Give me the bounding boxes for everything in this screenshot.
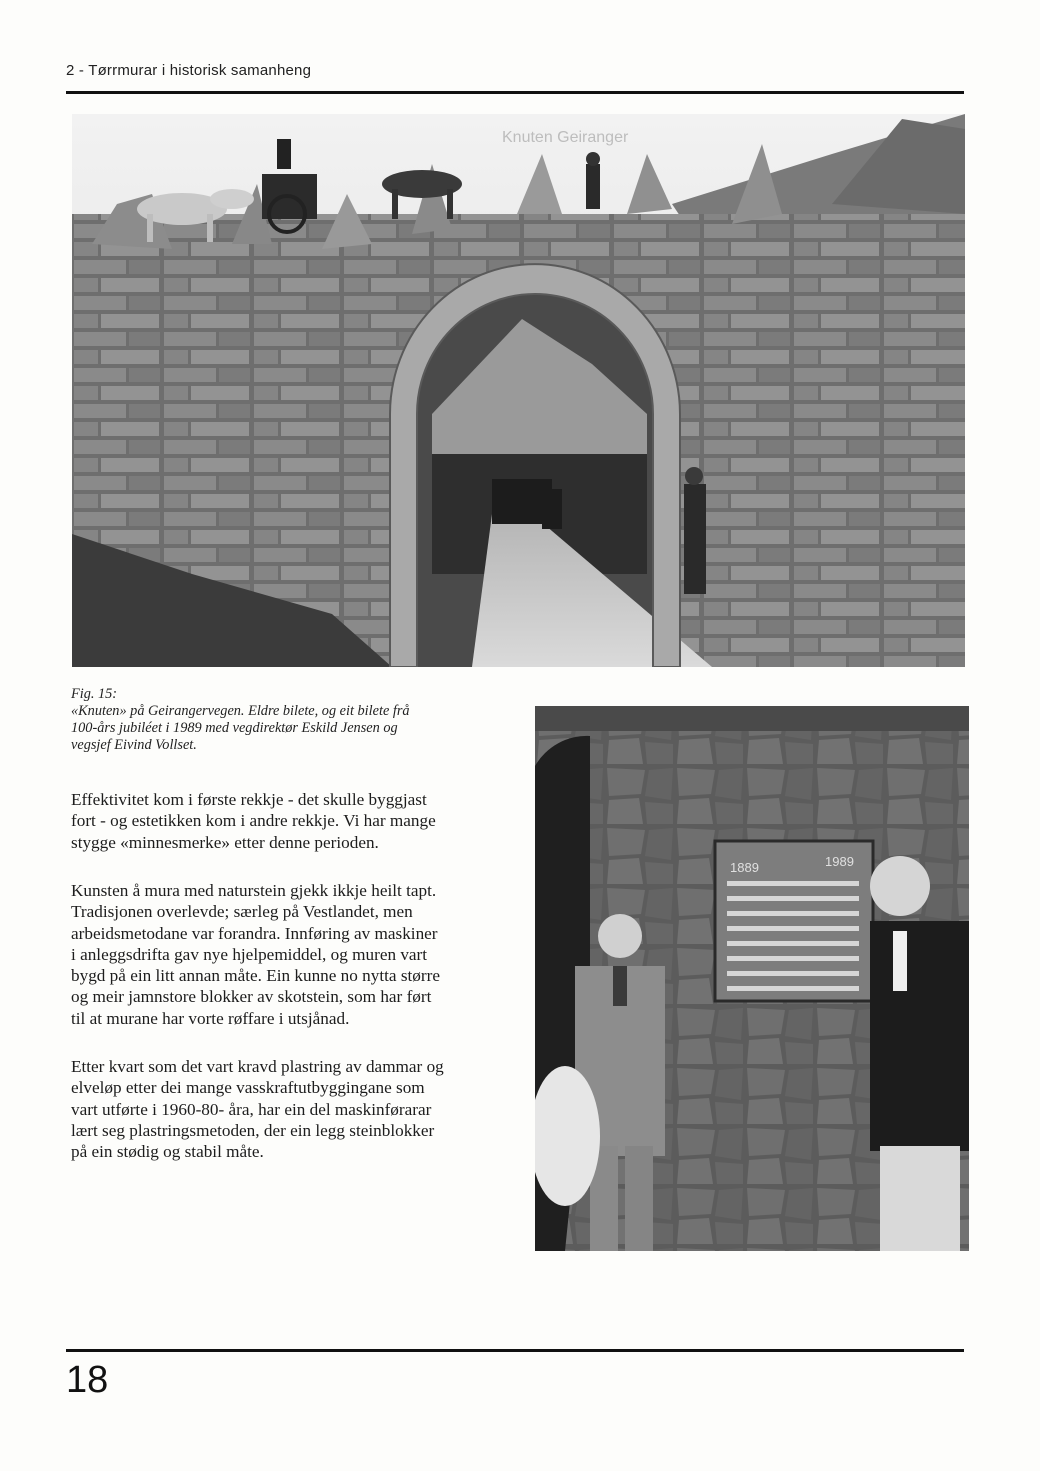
body-paragraph-3: [71, 1056, 511, 1162]
text-line: stygge «minnesmerke» etter denne perioden.: [71, 832, 379, 852]
text-line: Tradisjonen overlevde; særleg på Vestlandet, men: [71, 902, 413, 922]
running-header: 2 - Tørrmurar i historisk samanheng: [66, 62, 312, 79]
text-line: elveløp etter dei mange vasskraftutbyggingane som: [71, 1078, 425, 1098]
text-line: Kunsten å mura med naturstein gjekk ikkje heilt tapt.: [71, 881, 437, 900]
figure-caption: [71, 686, 509, 754]
caption-line: vegsjef Eivind Vollset.: [71, 737, 197, 753]
footer-rule: [66, 1349, 964, 1352]
caption-line: «Knuten» på Geirangervegen. Eldre bilete, og eit bilete frå: [71, 703, 410, 719]
text-line: på ein stødig og stabil måte.: [71, 1142, 264, 1162]
text-line: vart utførte i 1960-80- åra, har ein del maskinførarar: [71, 1099, 432, 1119]
text-line: arbeidsmetodane var forandra. Innføring av maskiner: [71, 923, 438, 943]
plaque-year-left: 1889: [730, 860, 759, 875]
text-line: til at murane har vorte røffare i utsjånad.: [71, 1008, 350, 1028]
caption-line: 100-års jubiléet i 1989 med vegdirektør Eskild Jensen og: [71, 720, 398, 736]
photo-overlay-text: Knuten Geiranger: [502, 129, 629, 146]
header-rule: [66, 91, 964, 94]
caption-line: Fig. 15:: [71, 686, 118, 702]
text-line: fort - og estetikken kom i andre rekkje. Vi har mange: [71, 811, 436, 831]
text-line: i anleggsdrifta gav nye hjelpemiddel, og muren vart: [71, 944, 428, 964]
text-line: bygd på ein litt annan måte. Ein kunne no nytta større: [71, 966, 440, 986]
plaque-year-right: 1989: [825, 854, 854, 869]
page-number: 18: [66, 1359, 109, 1401]
body-paragraph-2: [71, 880, 511, 1029]
text-line: og meir jamnstore blokker av skotstein, som har ført: [71, 987, 432, 1007]
text-line: lært seg plastringsmetoden, der ein legg steinblokker: [71, 1120, 435, 1140]
knuten-arch-photo: [72, 114, 965, 667]
text-line: Effektivitet kom i første rekkje - det skulle byggjast: [71, 790, 427, 809]
jubilee-plaque-photo: [535, 706, 969, 1251]
body-paragraph-1: [71, 789, 511, 853]
text-line: Etter kvart som det vart kravd plastring av dammar og: [71, 1057, 444, 1076]
